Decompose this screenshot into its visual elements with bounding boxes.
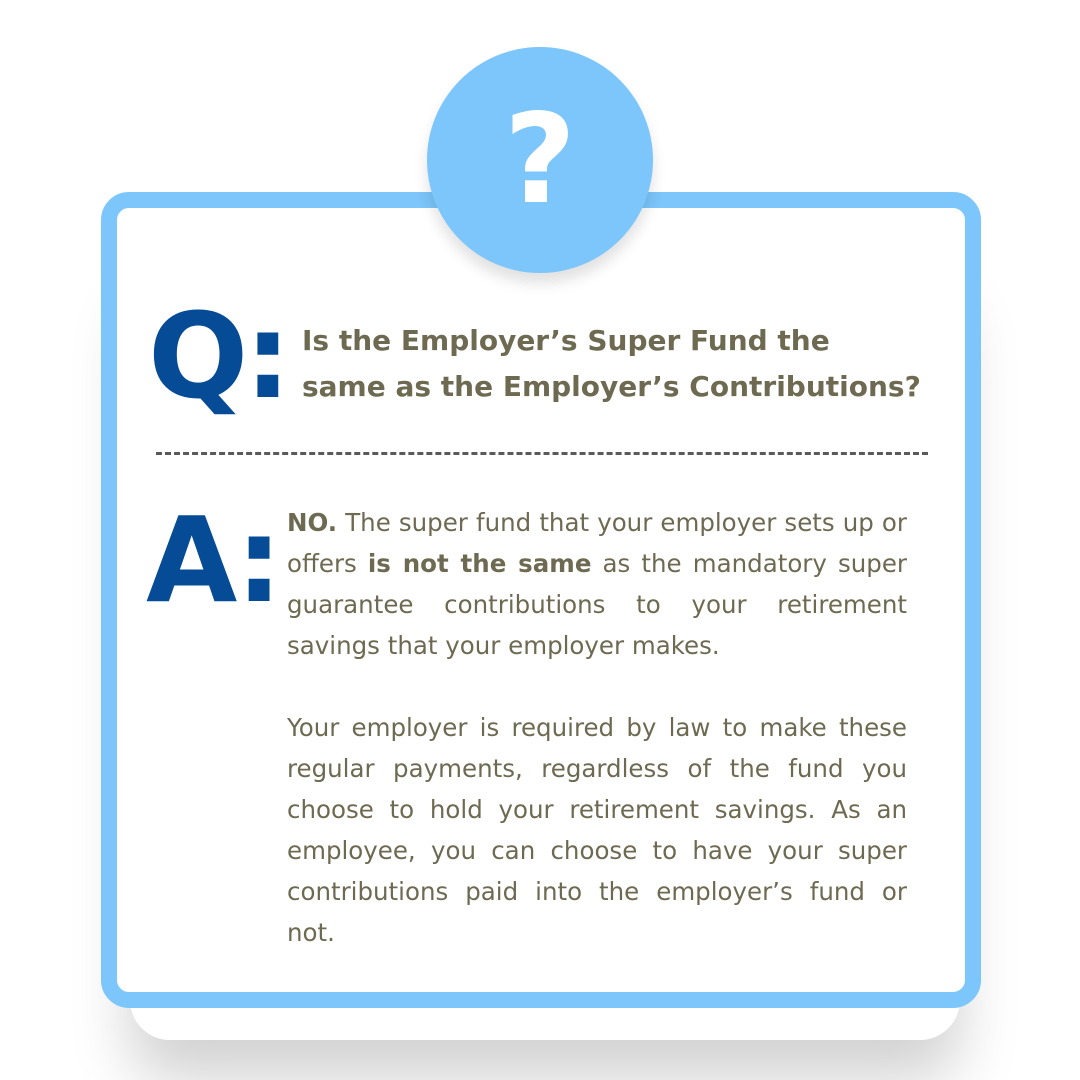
answer-letter: A: xyxy=(146,491,279,629)
answer-body xyxy=(287,502,907,953)
question-text: Is the Employer’s Super Fund the same as the Employer’s Contributions? xyxy=(302,324,921,403)
answer-lead: NO. xyxy=(287,508,338,537)
answer-text-2: as the mandatory super guarantee contributions to your retirement savings that your employer makes. xyxy=(287,549,907,660)
question-letter: Q: xyxy=(148,287,288,425)
dashed-divider xyxy=(156,452,928,455)
answer-paragraph-1 xyxy=(287,502,907,666)
answer-paragraph-2: Your employer is required by law to make these regular payments, regardless of the fund you choose to hold your retirement savings. As an employee, you can choose to have your super contributions paid into the employer’s fund or not. xyxy=(287,713,907,947)
answer-text-1: The super fund that your employer sets up or offers xyxy=(287,508,907,578)
answer-emphasis: is not the same xyxy=(367,549,592,578)
question-mark-icon: ? xyxy=(504,88,576,232)
question-badge xyxy=(427,47,653,273)
